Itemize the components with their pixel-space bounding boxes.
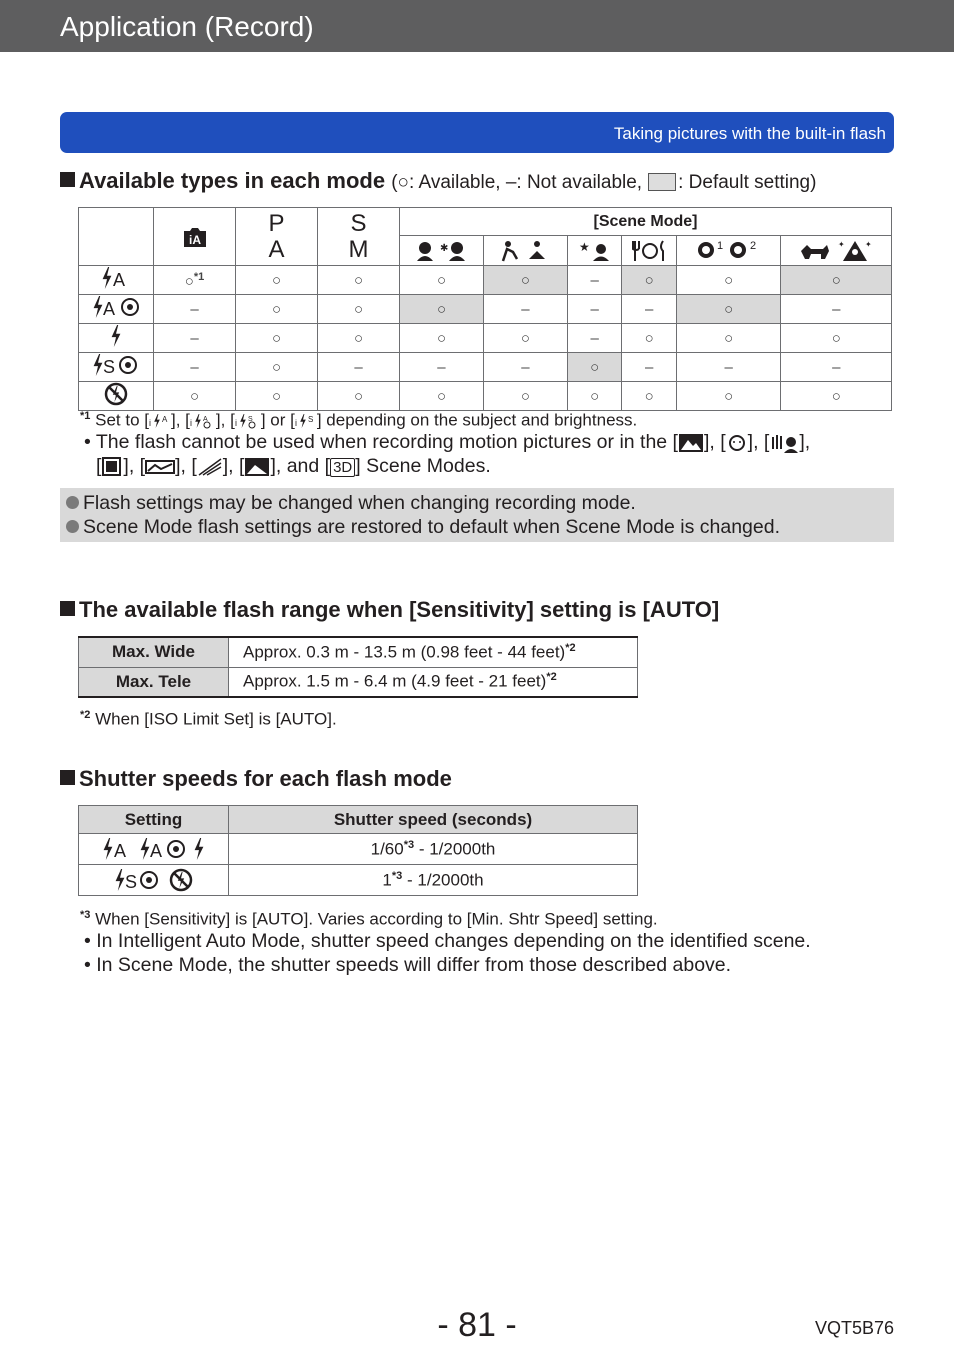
setting-cell: [79, 834, 229, 865]
bullet-dot-icon: [66, 496, 79, 509]
availability-cell: ○: [676, 266, 781, 295]
availability-cell: ○: [567, 382, 622, 411]
speed-cell: 1$^{*3}$ - 1/2000th: [229, 865, 638, 896]
availability-cell: –: [154, 324, 236, 353]
shutter-speed-table: [78, 805, 638, 896]
availability-cell: –: [622, 295, 677, 324]
svg-text:i: i: [149, 418, 152, 429]
table-row: [79, 382, 892, 411]
flash-slow-redeye-icon: [79, 353, 154, 382]
ia-flash-redeye-icon: [190, 413, 216, 429]
availability-cell: ○: [676, 295, 781, 324]
svg-text:i: i: [234, 418, 237, 429]
flash-auto-icon: [101, 837, 133, 861]
svg-text:A: A: [202, 416, 208, 424]
availability-cell: ○: [400, 266, 484, 295]
handheld-night-scene-icon: [769, 433, 799, 453]
flash-availability-table: [78, 207, 892, 411]
sports-header: [483, 236, 567, 266]
food-header: [622, 236, 677, 266]
range-value: Approx. 1.5 m - 6.4 m (4.9 feet - 21 feet)$^{*2}$: [229, 667, 638, 697]
svg-text:✱: ✱: [440, 242, 449, 254]
availability-cell: ○: [781, 382, 892, 411]
availability-cell: ○: [483, 324, 567, 353]
scene-mode-notes: [60, 488, 894, 542]
flash-range-heading: The available flash range when [Sensitivity] setting is [AUTO]: [60, 597, 719, 623]
motion-picture-note-line1: • The flash cannot be used when recording motion pictures or in the [ ], [ ], [ ],: [84, 431, 811, 453]
availability-cell: ○: [781, 324, 892, 353]
flash-forced-on-icon: [79, 324, 154, 353]
svg-text:i: i: [294, 418, 297, 429]
section-banner: [60, 112, 894, 153]
pa-mode-header: P A: [236, 208, 318, 266]
range-value: Approx. 0.3 m - 13.5 m (0.98 feet - 44 feet)$^{*2}$: [229, 637, 638, 667]
availability-cell: –: [483, 295, 567, 324]
square-bullet-icon: [60, 601, 75, 616]
3d-scene-icon: 3D: [330, 458, 355, 477]
svg-text:S: S: [307, 415, 314, 425]
table-row: [79, 324, 892, 353]
svg-text:iA: iA: [188, 232, 201, 247]
note-item: Flash settings may be changed when changing recording mode.: [66, 492, 636, 515]
svg-text:S: S: [247, 416, 253, 424]
sports-scene-icon: [497, 239, 553, 263]
table-row: [79, 865, 638, 896]
table-row: [79, 667, 638, 697]
svg-text:S: S: [103, 357, 116, 377]
svg-text:2: 2: [749, 239, 756, 252]
table-header-row: [79, 806, 638, 834]
table-row: [79, 637, 638, 667]
document-code: VQT5B76: [814, 1318, 894, 1338]
flash-auto-icon: [79, 266, 154, 295]
table-row: [79, 295, 892, 324]
default-setting-swatch: [648, 173, 676, 191]
food-scene-icon: [631, 239, 667, 263]
range-key: Max. Wide: [79, 637, 229, 667]
svg-text:A: A: [162, 415, 168, 425]
ia-flash-slow-redeye-icon: [235, 413, 261, 429]
availability-cell: ○: [154, 382, 236, 411]
availability-cell: –: [318, 353, 400, 382]
scenery-scene-icon: [678, 433, 704, 453]
svg-text:S: S: [125, 872, 138, 892]
page-title: Application (Record): [60, 11, 314, 42]
availability-cell: ○: [400, 324, 484, 353]
flash-slow-redeye-icon: [113, 868, 163, 892]
square-bullet-icon: [60, 172, 75, 187]
table-row: [79, 353, 892, 382]
svg-text:A: A: [103, 299, 116, 319]
footnote-1: $^{*1}$ Set to [ i A ], [ i A ], [ i S ] or [ i S ] depending on the subject and brightness.: [80, 410, 638, 430]
note-item: Scene Mode flash settings are restored to default when Scene Mode is changed.: [66, 516, 780, 539]
availability-cell: ○: [676, 382, 781, 411]
speed-column-header: Shutter speed (seconds): [229, 806, 638, 834]
availability-cell: ○: [622, 382, 677, 411]
pet-scene-icon: [799, 239, 873, 263]
night-portrait-header: [567, 236, 622, 266]
svg-text:A: A: [149, 841, 162, 861]
availability-cell: –: [154, 295, 236, 324]
availability-cell: ○: [318, 324, 400, 353]
sm-mode-header: S M: [318, 208, 400, 266]
availability-cell: ○: [622, 324, 677, 353]
availability-cell: ○: [318, 295, 400, 324]
svg-text:★: ★: [578, 239, 590, 254]
flash-auto-redeye-icon: [138, 837, 188, 861]
availability-cell: ○: [400, 382, 484, 411]
availability-cell: –: [567, 324, 622, 353]
flash-forced-on-icon: [192, 837, 206, 861]
flash-range-table: [78, 636, 638, 698]
pet-party-header: [781, 236, 892, 266]
availability-cell: ○: [236, 324, 318, 353]
ia-mode-header: [154, 208, 236, 266]
availability-cell: –: [567, 295, 622, 324]
square-bullet-icon: [60, 770, 75, 785]
glass-through-scene-icon: [244, 457, 270, 477]
table-row: [79, 266, 892, 295]
availability-cell: ○: [781, 266, 892, 295]
scene-mode-note: • In Scene Mode, the shutter speeds will differ from those described above.: [84, 954, 732, 976]
ia-flash-auto-icon: [149, 413, 171, 429]
availability-cell: –: [154, 353, 236, 382]
page-header: [0, 0, 954, 52]
footnote-3: $^{*3}$ When [Sensitivity] is [AUTO]. Varies according to [Min. Shtr Speed] setting.: [80, 909, 658, 929]
availability-cell: –: [781, 295, 892, 324]
speed-cell: 1/60$^{*3}$ - 1/2000th: [229, 834, 638, 865]
availability-cell: ○: [483, 266, 567, 295]
baby-face-scene-icon: [726, 433, 748, 453]
svg-text:✦: ✦: [865, 239, 872, 249]
availability-cell: ○: [236, 382, 318, 411]
availability-cell: ○: [236, 266, 318, 295]
baby-scene-icon: [694, 239, 764, 263]
bullet-dot-icon: [66, 520, 79, 533]
availability-cell: ○: [400, 295, 484, 324]
availability-cell: –: [781, 353, 892, 382]
svg-text:1: 1: [716, 239, 723, 252]
availability-cell: –: [676, 353, 781, 382]
availability-cell: ○: [567, 353, 622, 382]
ia-flash-slow-icon: [295, 413, 317, 429]
availability-cell: ○$^{*1}$: [154, 266, 236, 295]
setting-column-header: Setting: [79, 806, 229, 834]
shutter-speeds-heading: Shutter speeds for each flash mode: [60, 766, 452, 792]
svg-text:A: A: [113, 841, 126, 861]
availability-cell: ○: [676, 324, 781, 353]
banner-text: Taking pictures with the built-in flash: [613, 124, 886, 143]
availability-cell: ○: [236, 353, 318, 382]
available-types-heading: Available types in each mode (○: Available, –: Not available, : Default setting): [60, 168, 816, 194]
intelligent-auto-icon: [181, 225, 209, 249]
availability-cell: –: [622, 353, 677, 382]
intelligent-auto-note: • In Intelligent Auto Mode, shutter speed changes depending on the identified scene.: [84, 930, 811, 952]
portrait-skin-header: [400, 236, 484, 266]
svg-text:A: A: [113, 270, 126, 290]
svg-text:✦: ✦: [838, 239, 845, 249]
availability-cell: ○: [622, 266, 677, 295]
table-row: [79, 834, 638, 865]
flash-auto-redeye-icon: [79, 295, 154, 324]
availability-cell: –: [483, 353, 567, 382]
portrait-scene-icon: [413, 239, 469, 263]
scene-mode-header: [Scene Mode]: [400, 208, 892, 236]
panorama-scene-icon: [145, 457, 175, 477]
availability-cell: –: [400, 353, 484, 382]
hdr-scene-icon: [101, 457, 123, 477]
availability-cell: ○: [236, 295, 318, 324]
starry-sky-scene-icon: [197, 457, 223, 477]
corner-cell: [79, 208, 154, 266]
flash-off-icon: [79, 382, 154, 411]
page-number: - 81 -: [437, 1306, 517, 1344]
night-portrait-scene-icon: [577, 239, 613, 263]
motion-picture-note-line2: [ ], [ ], [ ], [ ], and [ 3D ] Scene Modes.: [96, 455, 491, 477]
footnote-2: $^{*2}$ When [ISO Limit Set] is [AUTO].: [80, 709, 337, 729]
range-key: Max. Tele: [79, 667, 229, 697]
availability-cell: ○: [483, 382, 567, 411]
baby-header: [676, 236, 781, 266]
availability-cell: ○: [318, 382, 400, 411]
svg-text:i: i: [189, 418, 192, 429]
flash-off-icon: [168, 868, 194, 892]
availability-cell: –: [567, 266, 622, 295]
flash-rows: [79, 266, 892, 411]
availability-cell: ○: [318, 266, 400, 295]
setting-cell: [79, 865, 229, 896]
